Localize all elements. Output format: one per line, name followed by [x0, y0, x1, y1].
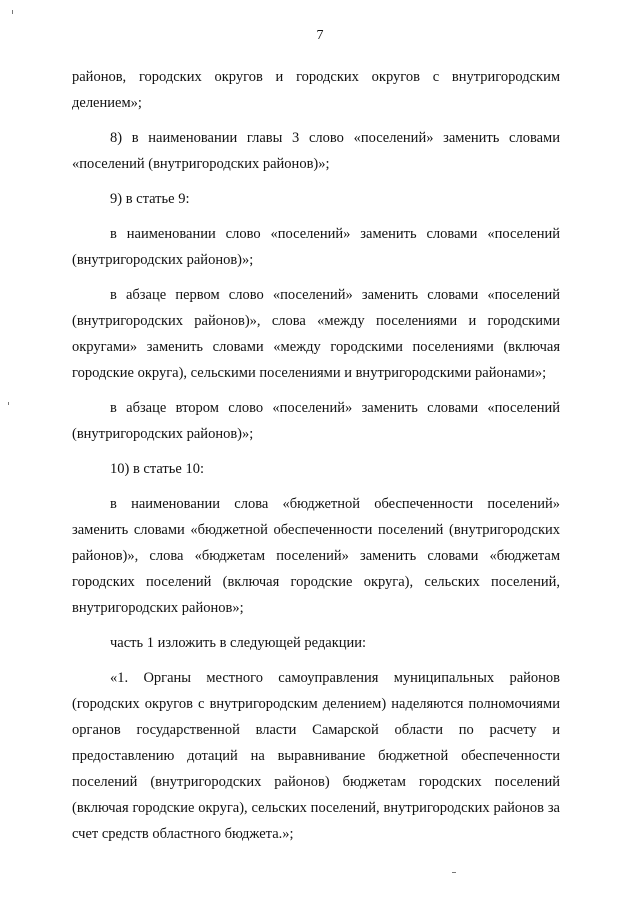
- page-number: 7: [316, 28, 324, 43]
- paragraph-8: в наименовании слова «бюджетной обеспеченности поселений» заменить словами «бюджетной обеспеченности поселений (внутригородских районов)», слова «бюджетам поселений» заменить словами «бюджетам городских поселений (включая городские округа), сельских поселений, внутригородских районов»;: [72, 496, 560, 616]
- paragraph-5: в абзаце первом слово «поселений» заменить словами «поселений (внутригородских районов)», слова «между поселениями и городскими округами» заменить словами «между городскими поселениями (включая городские округа), сельскими поселениями и внутригородскими районами»;: [72, 287, 560, 381]
- paragraph-2: 8) в наименовании главы 3 слово «поселений» заменить словами «поселений (внутригородских районов)»;: [72, 130, 560, 172]
- paragraph-3: 9) в статье 9:: [110, 191, 190, 207]
- paragraph-6: в абзаце втором слово «поселений» заменить словами «поселений (внутригородских районов)»;: [72, 400, 560, 442]
- paragraph-1: районов, городских округов и городских округов с внутригородским делением»;: [72, 69, 560, 111]
- paragraph-7: 10) в статье 10:: [110, 461, 204, 477]
- paragraph-10: «1. Органы местного самоуправления муниципальных районов (городских округов с внутригородским делением) наделяются полномочиями органов государственной власти Самарской области по расчету и предоставлению дотаций на выравнивание бюджетной обеспеченности поселений (внутригородских районов) бюджетам городских поселений (включая городские округа), сельских поселений, внутригородских районов за счет средств областного бюджета.»;: [72, 670, 560, 842]
- scan-mark-bottom-right: [452, 872, 456, 873]
- scan-mark-left: [8, 402, 9, 405]
- paragraph-4: в наименовании слово «поселений» заменить словами «поселений (внутригородских районов)»;: [72, 226, 560, 268]
- paragraph-9: часть 1 изложить в следующей редакции:: [110, 635, 367, 651]
- document-body: [72, 64, 560, 856]
- scan-mark-top-left: [12, 10, 13, 14]
